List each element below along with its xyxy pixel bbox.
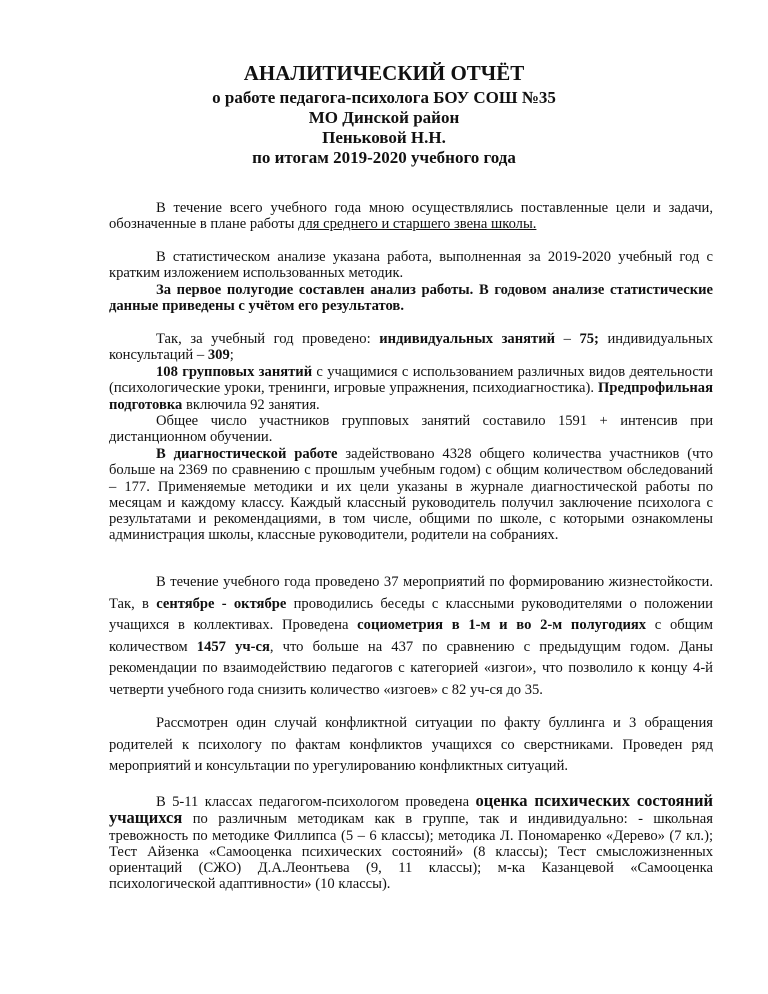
paragraph-conflicts xyxy=(109,713,713,778)
subtitle-line-period: по итогам 2019-2020 учебного года xyxy=(252,148,516,167)
group-sessions-text: с учащимися с использованием различных видов деятельности (психологические уроки, тренинги, игровые упражнения, психодиагностика). xyxy=(109,364,713,397)
diagnostics-text: задействовано 4328 общего количества участников (что больше на 2369 по сравнению с прошлым учебным годом) с общим количеством обследований – 177. Применяемые методики и их цели указаны в журнале диагностической работы по месяцам и каждому классу. Каждый классный руководитель получил заключение психолога с результатами и рекомендациями, в том числе, общими по школе, с которыми ознакомлены администрация школы, классные руководители, родители на собраниях. xyxy=(109,446,713,544)
paragraph-mental-states xyxy=(109,793,713,893)
resilience-text-4: , что больше на 437 по сравнению с предыдущим годом. Даны рекомендации по взаимодействию педагогов с категорией «изгои», что позволило к концу 4-й четверти учебного года снизить количество «изгоев» с 82 уч-ся до 35. xyxy=(109,638,713,698)
participants-text: Общее число участников групповых занятий составило 1591 + интенсив при дистанционном обучении. xyxy=(109,413,713,446)
paragraph-goals xyxy=(109,200,713,233)
counts-end: ; xyxy=(229,347,234,364)
group-sessions-label: 108 групповых занятий xyxy=(156,364,313,380)
individual-sessions-label: индивидуальных занятий xyxy=(379,331,556,347)
preprofile-text: включила 92 занятия. xyxy=(182,396,320,413)
goals-underlined: для среднего и старшего звена школы. xyxy=(298,216,537,233)
paragraph-counts xyxy=(109,331,713,364)
consultations-count: 309 xyxy=(207,347,230,364)
resilience-text-3: с общим количеством xyxy=(109,617,714,655)
conflicts-text: Рассмотрен один случай конфликтной ситуации по факту буллинга и 3 обращения родителей к психологу по фактам конфликтов учащихся со сверстниками. Проведен ряд мероприятий и консультации по урегулированию конфликтных ситуаций. xyxy=(109,715,713,775)
paragraph-statistics xyxy=(109,249,713,282)
subtitle-line-author: Пеньковой Н.Н. xyxy=(322,128,446,147)
counts-dash: – xyxy=(555,331,580,347)
subtitle-line-district: МО Динской район xyxy=(308,108,460,127)
paragraph-half-year xyxy=(109,282,713,315)
paragraph-group-sessions xyxy=(109,364,713,413)
diagnostics-label: В диагностической работе xyxy=(156,446,338,462)
resilience-months: сентябре - октябре xyxy=(156,595,287,612)
sociometry-total: 1457 уч-ся xyxy=(196,638,270,655)
sociometry-label: социометрия в 1-м и во 2-м полугодиях xyxy=(357,617,647,634)
mental-states-text-2: по различным методикам как в группе, так и индивидуально: - школьная тревожность по методике Филлипса (5 – 6 классы); методика Л. Пономаренко «Дерево» (7 кл.); Тест Айзенка «Самооценка психических состояний» (8 классы); Тест смысложизненных ориентаций (СЖО) Д.А.Леонтьева (9, 11 классы); м-ка Казанцевой «Самооценка психологической адаптивности» (10 классы). xyxy=(109,811,713,893)
resilience-text-2: проводились беседы с классными руководителями о положении учащихся в коллективах. Проведена xyxy=(109,595,713,634)
half-year-text: За первое полугодие составлен анализ работы. В годовом анализе статистические данные приведены с учётом его результатов. xyxy=(109,282,713,315)
individual-sessions-count: 75; xyxy=(579,331,599,347)
paragraph-resilience xyxy=(109,572,713,702)
report-subtitle xyxy=(0,88,768,168)
mental-states-label: оценка психических состояний учащихся xyxy=(109,791,713,828)
paragraph-participants xyxy=(109,413,713,446)
report-title: АНАЛИТИЧЕСКИЙ ОТЧЁТ xyxy=(243,61,525,85)
statistics-text: В статистическом анализе указана работа, выполненная за 2019-2020 учебный год с кратким изложением использованных методик. xyxy=(109,249,713,282)
consultations-text: индивидуальных консультаций – xyxy=(109,331,713,364)
paragraph-diagnostics xyxy=(109,446,713,544)
counts-intro: Так, за учебный год проведено: xyxy=(156,331,380,347)
preprofile-label: Предпрофильная подготовка xyxy=(109,380,713,413)
goals-text: В течение всего учебного года мною осуществлялись поставленные цели и задачи, обозначенные в плане работы xyxy=(109,200,713,233)
resilience-text-1: В течение учебного года проведено 37 мероприятий по формированию жизнестойкости. Так, в xyxy=(109,574,713,612)
subtitle-line-school: о работе педагога-психолога БОУ СОШ №35 xyxy=(212,88,556,107)
mental-states-text-1: В 5-11 классах педагогом-психологом проведена xyxy=(156,794,476,810)
